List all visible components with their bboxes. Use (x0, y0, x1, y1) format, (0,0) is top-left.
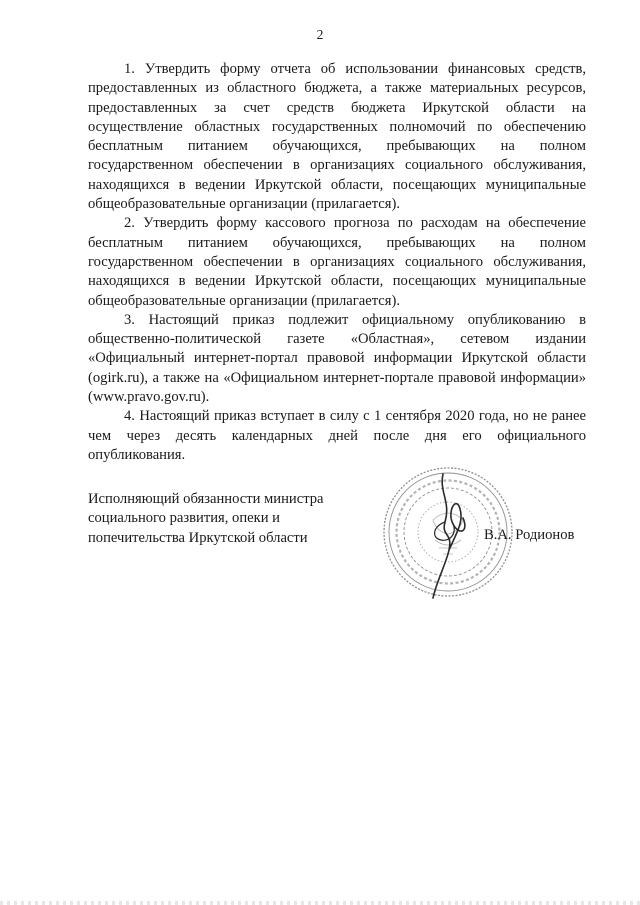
handwritten-signature (433, 474, 465, 598)
paragraph-3: 3. Настоящий приказ подлежит официальному опубликованию в общественно-политической газете «Областная», сетевом издании «Официальный интернет-портал правовой информации Иркутской области (ogirk.ru), а также на «Официальном интернет-портале правовой информации» (www.pravo.gov.ru). (88, 311, 586, 406)
paragraph-1: 1. Утвердить форму отчета об использовании финансовых средств, предоставленных из областного бюджета, а также материальных ресурсов, предоставленных за счет средств бюджета Иркутской области на осуществление областных государственных полномочий по обеспечению бесплатным питанием обучающихся, пребывающих на полном государственном обеспечении в организациях социального обслуживания, находящихся в ведении Иркутской области, посещающих муниципальные общеобразовательные организации (прилагается). (88, 61, 586, 213)
paragraph-4: 4. Настоящий приказ вступает в силу с 1 сентября 2020 года, но не ранее чем через десять календарных дней после дня его официального опубликования. (88, 408, 586, 463)
seal-emblem (433, 513, 463, 554)
signer-name: В.А. Родионов (484, 527, 575, 543)
document-body (88, 60, 586, 465)
page-number: 2 (316, 27, 324, 42)
position-line: социального развития, опеки и (88, 510, 280, 527)
scan-edge-artifact (0, 901, 640, 905)
position-line: Исполняющий обязанности министра (88, 491, 324, 507)
paragraph-2: 2. Утвердить форму кассового прогноза по расходам на обеспечение бесплатным питанием обучающихся, пребывающих на полном государственном обеспечении в организациях социального обслуживания, находящихся в ведении Иркутской области, посещающих муниципальные общеобразовательные организации (прилагается). (88, 215, 586, 309)
position-line: попечительства Иркутской области (88, 529, 308, 546)
signatory-position (88, 490, 324, 548)
